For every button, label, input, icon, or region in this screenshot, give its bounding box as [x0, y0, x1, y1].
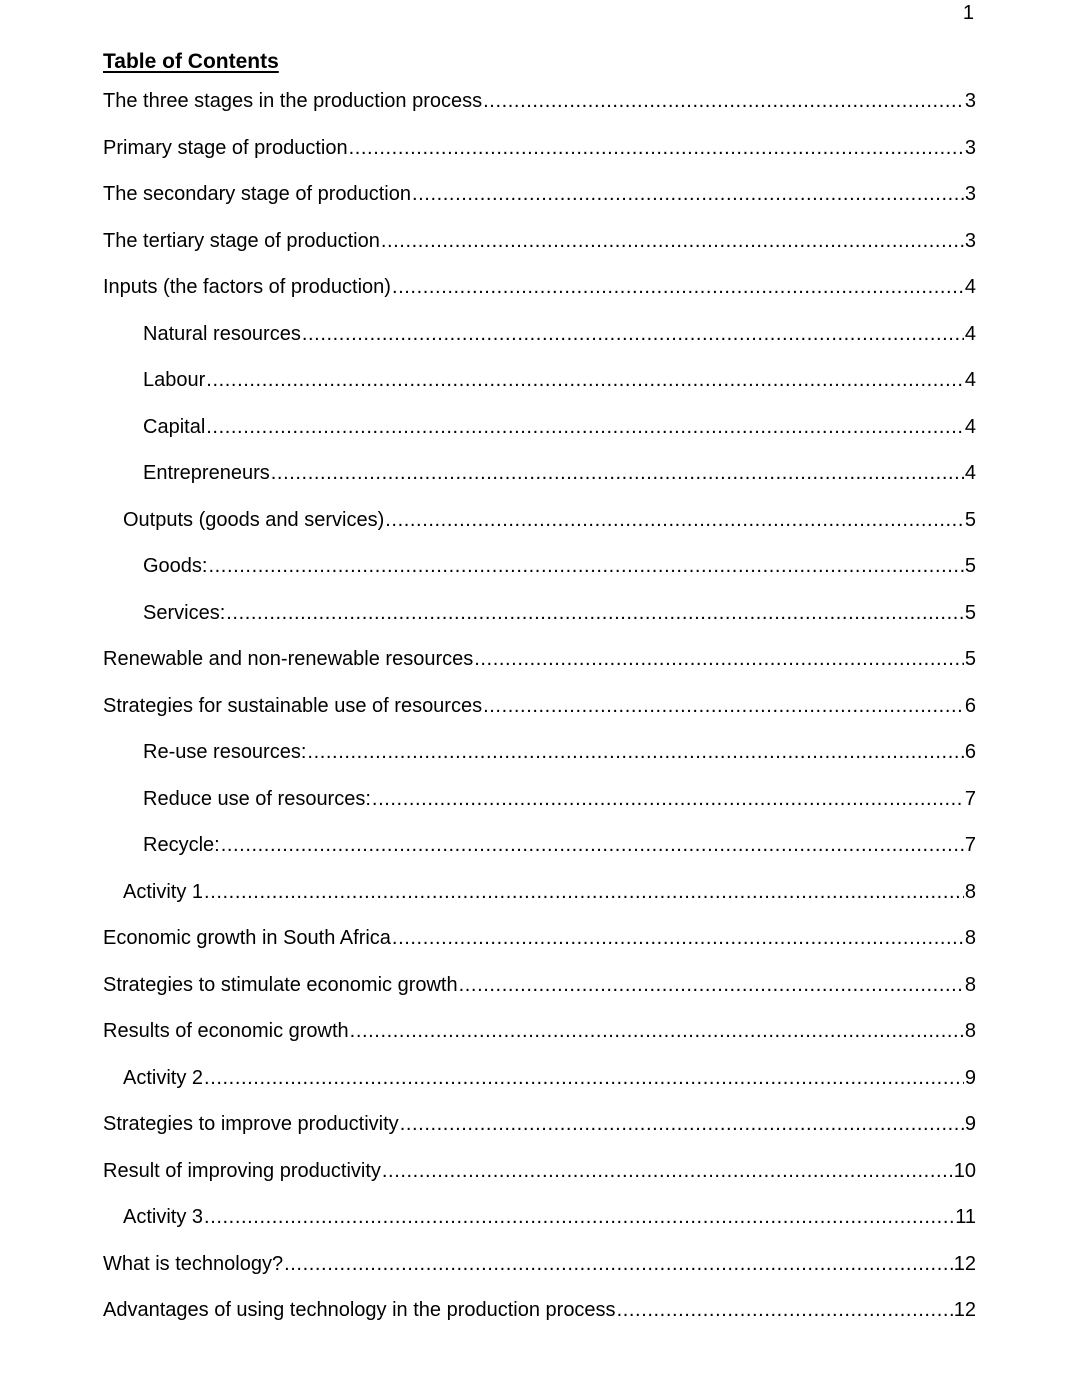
toc-entry[interactable] — [103, 691, 976, 738]
toc-entry-label[interactable]: Primary stage of production — [103, 136, 348, 159]
toc-title: Table of Contents — [103, 50, 279, 73]
toc-entry-page[interactable]: 8 — [964, 973, 976, 996]
toc-entry-label[interactable]: Result of improving productivity — [103, 1159, 381, 1182]
toc-entry-label[interactable]: Entrepreneurs — [143, 462, 270, 484]
toc-entry-page[interactable]: 3 — [964, 183, 976, 205]
toc-entry-label[interactable]: Services: — [143, 601, 226, 624]
toc-entry[interactable] — [103, 877, 976, 924]
dot-leader — [204, 1202, 954, 1232]
toc-entry-label[interactable]: Outputs (goods and services) — [123, 508, 385, 531]
toc-entry-page[interactable]: 7 — [964, 787, 976, 810]
toc-entry[interactable] — [103, 133, 976, 180]
dot-leader — [385, 505, 964, 535]
toc-entry-page[interactable]: 8 — [964, 927, 976, 949]
dot-leader — [271, 458, 964, 488]
dot-leader — [221, 830, 964, 860]
toc-entry[interactable] — [103, 412, 976, 459]
toc-entry[interactable] — [103, 86, 976, 133]
toc-entry-label[interactable]: The secondary stage of production — [103, 183, 411, 205]
toc-entry[interactable] — [103, 1063, 976, 1110]
dot-leader — [381, 226, 964, 256]
toc-entry[interactable] — [103, 598, 976, 645]
toc-entry-page[interactable]: 4 — [964, 322, 976, 345]
toc-entry-page[interactable]: 5 — [964, 601, 976, 624]
dot-leader — [474, 644, 964, 674]
toc-entry[interactable] — [103, 179, 976, 226]
toc-entry-label[interactable]: Strategies to improve productivity — [103, 1113, 399, 1135]
dot-leader — [307, 737, 963, 767]
dot-leader — [206, 365, 964, 395]
toc-entry-page[interactable]: 8 — [964, 880, 976, 903]
toc-entry-label[interactable]: Re-use resources: — [143, 741, 307, 763]
toc-entry[interactable] — [103, 737, 976, 784]
toc-entry-label[interactable]: Activity 1 — [123, 880, 204, 903]
toc-entry-label[interactable]: Activity 3 — [123, 1206, 204, 1228]
toc-entry-page[interactable]: 5 — [964, 508, 976, 531]
toc-entry-label[interactable]: Recycle: — [143, 834, 220, 856]
toc-entry[interactable] — [103, 319, 976, 366]
toc-entry-label[interactable]: Labour — [143, 369, 206, 391]
toc-entry-page[interactable]: 12 — [953, 1252, 976, 1275]
dot-leader — [302, 319, 964, 349]
toc-entry[interactable] — [103, 1202, 976, 1249]
toc-entry-page[interactable]: 8 — [964, 1020, 976, 1042]
toc-entry[interactable] — [103, 1016, 976, 1063]
toc-entry-label[interactable]: Economic growth in South Africa — [103, 927, 391, 949]
dot-leader — [459, 970, 964, 1000]
toc-entry-page[interactable]: 4 — [964, 276, 976, 298]
toc-entry-page[interactable]: 4 — [964, 462, 976, 484]
toc-entry-label[interactable]: Capital — [143, 415, 206, 438]
toc-entry-page[interactable]: 3 — [964, 229, 976, 252]
toc-entry[interactable] — [103, 644, 976, 691]
toc-entry-label[interactable]: Natural resources — [143, 322, 301, 345]
toc-entry-page[interactable]: 7 — [964, 834, 976, 856]
toc-entry[interactable] — [103, 923, 976, 970]
dot-leader — [483, 691, 964, 721]
toc-entry-label[interactable]: Inputs (the factors of production) — [103, 276, 391, 298]
toc-entry[interactable] — [103, 226, 976, 273]
toc-entry-page[interactable]: 9 — [964, 1113, 976, 1135]
toc-entry[interactable] — [103, 1109, 976, 1156]
dot-leader — [350, 1016, 964, 1046]
toc-entry-page[interactable]: 3 — [964, 136, 976, 159]
toc-entry[interactable] — [103, 458, 976, 505]
dot-leader — [392, 272, 964, 302]
toc-entry-label[interactable]: Strategies for sustainable use of resources — [103, 694, 483, 717]
toc-entry-page[interactable]: 5 — [964, 555, 976, 577]
table-of-contents — [103, 86, 976, 1342]
dot-leader — [204, 877, 964, 907]
dot-leader — [204, 1063, 964, 1093]
toc-entry-label[interactable]: Renewable and non-renewable resources — [103, 648, 474, 670]
toc-entry-label[interactable]: Goods: — [143, 555, 208, 577]
dot-leader — [349, 133, 964, 163]
dot-leader — [226, 598, 964, 628]
toc-entry-label[interactable]: Strategies to stimulate economic growth — [103, 973, 458, 996]
toc-entry-label[interactable]: Activity 2 — [123, 1066, 204, 1089]
toc-entry-label[interactable]: The tertiary stage of production — [103, 229, 380, 252]
toc-entry[interactable] — [103, 365, 976, 412]
toc-entry[interactable] — [103, 551, 976, 598]
dot-leader — [382, 1156, 953, 1186]
toc-entry-page[interactable]: 4 — [964, 415, 976, 438]
toc-entry[interactable] — [103, 784, 976, 831]
dot-leader — [617, 1295, 953, 1325]
toc-entry-label[interactable]: What is technology? — [103, 1252, 284, 1275]
toc-entry-page[interactable]: 12 — [953, 1299, 976, 1321]
toc-entry-page[interactable]: 4 — [964, 369, 976, 391]
dot-leader — [400, 1109, 964, 1139]
dot-leader — [208, 551, 963, 581]
toc-entry-page[interactable]: 11 — [955, 1206, 976, 1228]
toc-entry[interactable] — [103, 830, 976, 877]
toc-entry-page[interactable]: 9 — [964, 1066, 976, 1089]
toc-entry-page[interactable]: 6 — [964, 694, 976, 717]
toc-entry-label[interactable]: Advantages of using technology in the production process — [103, 1299, 616, 1321]
toc-entry[interactable] — [103, 272, 976, 319]
toc-entry-page[interactable]: 3 — [964, 90, 976, 112]
toc-entry-page[interactable]: 10 — [953, 1159, 976, 1182]
toc-entry-label[interactable]: The three stages in the production process — [103, 90, 483, 112]
toc-entry[interactable] — [103, 1156, 976, 1203]
toc-entry[interactable] — [103, 1249, 976, 1296]
dot-leader — [206, 412, 964, 442]
dot-leader — [483, 86, 964, 116]
page-number: 1 — [962, 2, 974, 24]
toc-entry-page[interactable]: 5 — [964, 648, 976, 670]
dot-leader — [372, 784, 964, 814]
toc-entry[interactable] — [103, 970, 976, 1017]
dot-leader — [284, 1249, 953, 1279]
toc-entry-label[interactable]: Results of economic growth — [103, 1020, 349, 1042]
toc-entry-label[interactable]: Reduce use of resources: — [143, 787, 371, 810]
toc-entry[interactable] — [103, 505, 976, 552]
dot-leader — [392, 923, 964, 953]
toc-entry-page[interactable]: 6 — [964, 741, 976, 763]
dot-leader — [412, 179, 964, 209]
toc-entry[interactable] — [103, 1295, 976, 1342]
